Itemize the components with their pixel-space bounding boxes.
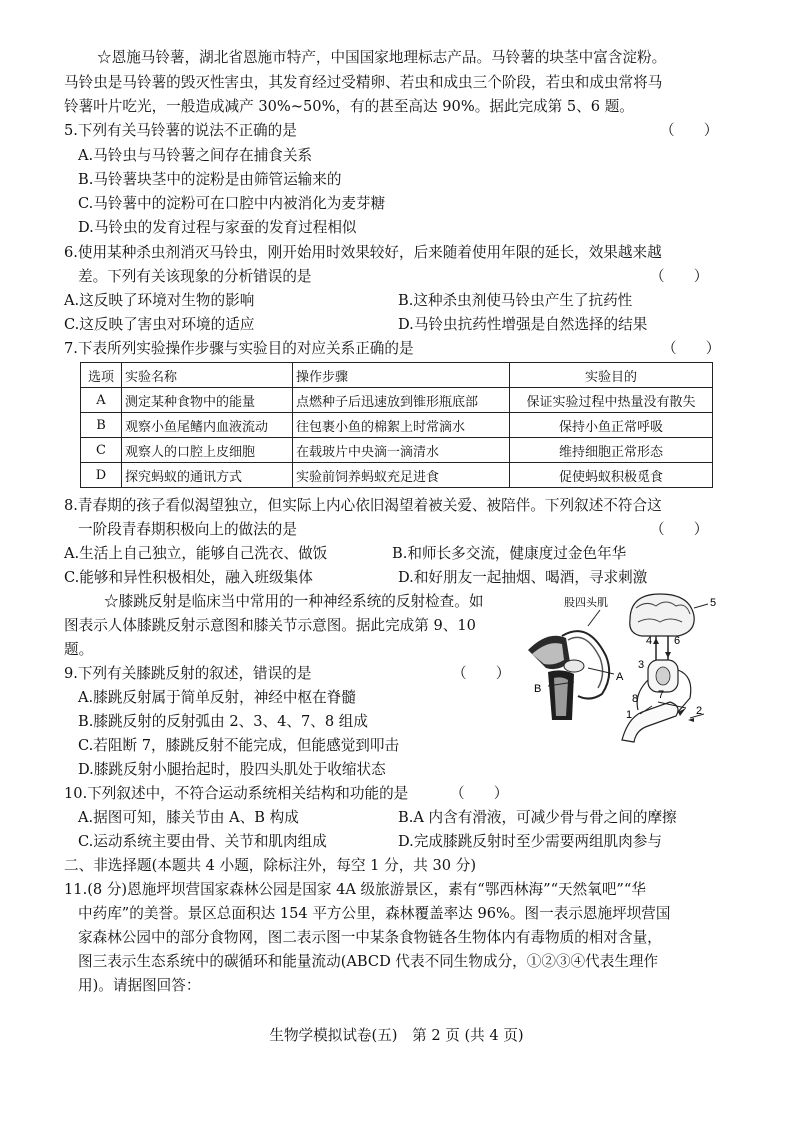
q11-line-4: 图三表示生态系统中的碳循环和能量流动(ABCD 代表不同生物成分，①②③④代表生理作	[78, 953, 659, 970]
experiment-table	[80, 362, 713, 488]
table-cell: 保持小鱼正常呼吸	[510, 413, 713, 438]
q6-answer-blank: （ ）	[650, 268, 709, 285]
q6-option-d: D.马铃虫抗药性增强是自然选择的结果	[398, 316, 648, 333]
q8-option-a: A.生活上自己独立，能够自己洗衣、做饭	[64, 545, 328, 562]
table-cell: 促使蚂蚁积极觅食	[510, 463, 713, 488]
intro-knee-line-3: 题。	[64, 641, 94, 658]
table-cell: 测定某种食物中的能量	[122, 388, 293, 413]
table-cell: 观察小鱼尾鳍内血液流动	[122, 413, 293, 438]
q5-option-c: C.马铃薯中的淀粉可在口腔中内被消化为麦芽糖	[78, 195, 386, 212]
page-footer: 生物学模拟试卷(五) 第 2 页 (共 4 页)	[269, 1027, 524, 1044]
q9-option-c: C.若阻断 7，膝跳反射不能完成，但能感觉到叩击	[78, 737, 400, 754]
table-cell: 在载玻片中央滴一滴清水	[293, 438, 510, 463]
q9-option-d: D.膝跳反射小腿抬起时，股四头肌处于收缩状态	[78, 761, 386, 778]
table-row	[81, 463, 713, 488]
q7-stem: 7.下表所列实验操作步骤与实验目的对应关系正确的是	[64, 340, 414, 357]
q9-answer-blank: （ ）	[452, 665, 511, 682]
q9-option-a: A.膝跳反射属于简单反射，神经中枢在脊髓	[78, 689, 356, 706]
q6-option-b: B.这种杀虫剂使马铃虫产生了抗药性	[398, 292, 633, 309]
label-1: 1	[626, 709, 633, 721]
table-header-row	[81, 363, 713, 388]
q8-option-b: B.和师长多交流，健康度过金色年华	[392, 545, 627, 562]
label-a: A	[616, 671, 624, 683]
q10-option-b: B.A 内含有滑液，可减少骨与骨之间的摩擦	[398, 809, 677, 826]
table-cell: 点燃种子后迅速放到锥形瓶底部	[293, 388, 510, 413]
q11-line-5: 用)。请据图回答：	[78, 977, 201, 994]
section-heading: 二、非选择题(本题共 4 小题，除标注外，每空 1 分，共 30 分)	[64, 857, 477, 874]
q9-option-b: B.膝跳反射的反射弧由 2、3、4、7、8 组成	[78, 713, 368, 730]
table-row	[81, 413, 713, 438]
label-5: 5	[710, 597, 717, 609]
q11-line-2: 中药库”的美誉。景区总面积达 154 平方公里，森林覆盖率达 96%。图一表示恩施坪坝营国	[78, 905, 671, 922]
q10-option-d: D.完成膝跳反射时至少需要两组肌肉参与	[398, 833, 662, 850]
knee-reflex-figure	[518, 590, 720, 750]
reflex-arc-diagram	[622, 594, 708, 742]
q11-line-3: 家森林公园中的部分食物网，图二表示图一中某条食物链各生物体内有毒物质的相对含量，	[78, 929, 662, 946]
q10-stem: 10.下列叙述中，不符合运动系统相关结构和功能的是	[64, 785, 409, 802]
header-purpose: 实验目的	[510, 363, 713, 388]
q7-answer-blank: （ ）	[662, 340, 721, 357]
intro-potato-line-2: 马铃虫是马铃薯的毁灭性害虫，其发育经过受精卵、若虫和成虫三个阶段，若虫和成虫常将马	[64, 74, 663, 91]
table-cell: 维持细胞正常形态	[510, 438, 713, 463]
table-row	[81, 388, 713, 413]
header-option: 选项	[81, 363, 122, 388]
q11-line-1: 11.(8 分)恩施坪坝营国家森林公园是国家 4A 级旅游景区，素有“鄂西林海”“天然氧吧”“华	[64, 881, 646, 898]
q5-option-d: D.马铃虫的发育过程与家蚕的发育过程相似	[78, 219, 357, 236]
q10-option-a: A.据图可知，膝关节由 A、B 构成	[78, 809, 299, 826]
q6-stem-line-2: 差。下列有关该现象的分析错误的是	[78, 268, 312, 285]
q10-answer-blank: （ ）	[450, 785, 509, 802]
q5-answer-blank: （ ）	[660, 122, 719, 139]
table-cell: 观察人的口腔上皮细胞	[122, 438, 293, 463]
header-procedure: 操作步骤	[293, 363, 510, 388]
table-cell: C	[81, 438, 122, 463]
table-cell: A	[81, 388, 122, 413]
table-row	[81, 438, 713, 463]
intro-knee-line-2: 图表示人体膝跳反射示意图和膝关节示意图。据此完成第 9、10	[64, 617, 476, 634]
label-b: B	[534, 683, 542, 695]
label-2: 2	[696, 705, 703, 717]
label-6: 6	[674, 635, 681, 647]
table-cell: B	[81, 413, 122, 438]
intro-knee-line-1: ☆膝跳反射是临床当中常用的一种神经系统的反射检查。如	[104, 593, 484, 610]
q5-stem: 5.下列有关马铃薯的说法不正确的是	[64, 122, 297, 139]
table-cell: 往包裹小鱼的棉絮上时常滴水	[293, 413, 510, 438]
q8-answer-blank: （ ）	[650, 521, 709, 538]
q8-stem-line-2: 一阶段青春期积极向上的做法的是	[78, 521, 297, 538]
knee-joint-diagram	[528, 610, 614, 720]
label-7: 7	[658, 689, 665, 701]
table-cell: D	[81, 463, 122, 488]
q6-option-a: A.这反映了环境对生物的影响	[64, 292, 255, 309]
label-4: 4	[646, 635, 653, 647]
q8-option-c: C.能够和异性积极相处，融入班级集体	[64, 569, 313, 586]
label-3: 3	[638, 659, 645, 671]
q8-stem-line-1: 8.青春期的孩子看似渴望独立，但实际上内心依旧渴望着被关爱、被陪伴。下列叙述不符合这	[64, 497, 662, 514]
q9-stem: 9.下列有关膝跳反射的叙述，错误的是	[64, 665, 312, 682]
table-cell: 探究蚂蚁的通讯方式	[122, 463, 293, 488]
intro-potato-line-1: ☆恩施马铃薯，湖北省恩施市特产，中国国家地理标志产品。马铃薯的块茎中富含淀粉。	[97, 49, 667, 66]
intro-potato-line-3: 铃薯叶片吃光，一般造成减产 30%~50%，有的甚至高达 90%。据此完成第 5、6 题。	[64, 98, 634, 115]
label-8: 8	[632, 693, 639, 705]
q10-option-c: C.运动系统主要由骨、关节和肌肉组成	[78, 833, 327, 850]
q6-option-c: C.这反映了害虫对环境的适应	[64, 316, 255, 333]
table-cell: 保证实验过程中热量没有散失	[510, 388, 713, 413]
muscle-label: 股四头肌	[564, 597, 608, 609]
q5-option-b: B.马铃薯块茎中的淀粉是由筛管运输来的	[78, 171, 342, 188]
q5-option-a: A.马铃虫与马铃薯之间存在捕食关系	[78, 147, 313, 164]
q8-option-d: D.和好朋友一起抽烟、喝酒，寻求刺激	[398, 569, 648, 586]
q6-stem-line-1: 6.使用某种杀虫剂消灭马铃虫，刚开始用时效果较好，后来随着使用年限的延长，效果越来越	[64, 244, 662, 261]
header-experiment-name: 实验名称	[122, 363, 293, 388]
table-cell: 实验前饲养蚂蚁充足进食	[293, 463, 510, 488]
